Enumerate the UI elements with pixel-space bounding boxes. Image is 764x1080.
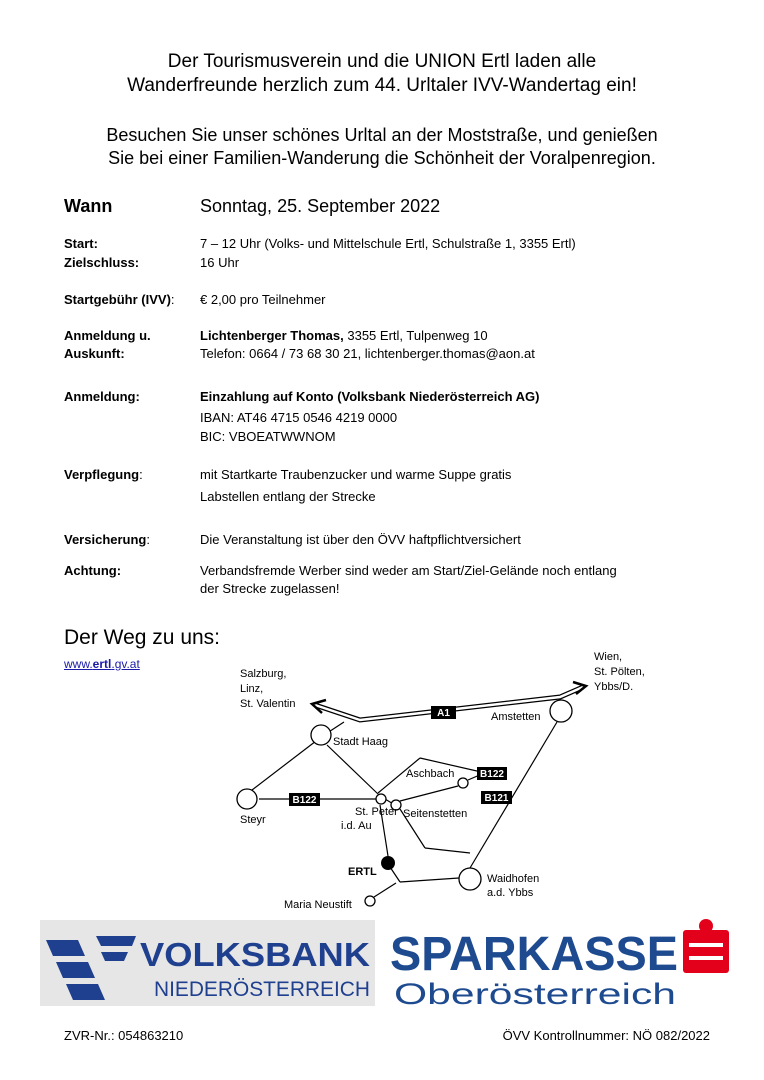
label-aschbach: Aschbach xyxy=(406,768,455,780)
label-st-peter-2: i.d. Au xyxy=(341,820,372,832)
startgebuehr-label-text: Startgebühr (IVV) xyxy=(64,292,171,307)
label-wien-1: Wien, xyxy=(594,651,623,663)
town-amstetten-icon xyxy=(550,700,572,722)
bic-line: BIC: VBOEATWWNOM xyxy=(200,429,336,444)
start-value: 7 – 12 Uhr (Volks- und Mittelschule Ertl, Schulstraße 1, 3355 Ertl) xyxy=(200,236,576,251)
intro-line-4: Sie bei einer Familien-Wanderung die Schönheit der Voralpenregion. xyxy=(108,148,656,168)
route-heading: Der Weg zu uns: xyxy=(64,626,221,649)
road-shields xyxy=(289,706,512,806)
wann-label: Wann xyxy=(64,196,113,216)
shield-b122-west-label: B122 xyxy=(292,795,317,806)
iban-line: IBAN: AT46 4715 0546 4219 0000 xyxy=(200,410,398,425)
oevv-control-number: ÖVV Kontrollnummer: NÖ 082/2022 xyxy=(502,1028,710,1043)
start-label: Start: xyxy=(64,236,98,251)
label-salzburg-3: St. Valentin xyxy=(240,698,296,710)
verpflegung-colon: : xyxy=(139,467,143,482)
label-salzburg-1: Salzburg, xyxy=(240,668,287,680)
intro-line-2: Wanderfreunde herzlich zum 44. Urltaler IVV-Wandertag ein! xyxy=(127,75,637,96)
wann-value: Sonntag, 25. September 2022 xyxy=(200,196,441,216)
website-link-bold: ertl xyxy=(92,657,112,671)
versicherung-value: Die Veranstaltung ist über den ÖVV haftpflichtversichert xyxy=(200,532,521,547)
label-amstetten: Amstetten xyxy=(491,711,541,723)
volksbank-text: VOLKSBANK xyxy=(140,936,371,973)
town-waidhofen-icon xyxy=(459,868,481,890)
konto-line: Einzahlung auf Konto (Volksbank Niederösterreich AG) xyxy=(200,389,540,404)
volksbank-region-text: NIEDERÖSTERREICH xyxy=(154,978,370,1001)
label-steyr: Steyr xyxy=(240,814,266,826)
kontakt-address: 3355 Ertl, Tulpenweg 10 xyxy=(343,328,488,343)
road-seitenstetten-aschbach xyxy=(400,786,458,801)
startgebuehr-colon: : xyxy=(170,292,175,307)
shield-b121-label: B121 xyxy=(484,793,509,804)
label-maria-neustift: Maria Neustift xyxy=(284,899,352,911)
town-stadt-haag-icon xyxy=(311,725,331,745)
label-ertl: ERTL xyxy=(348,866,377,878)
map-labels xyxy=(240,651,645,911)
town-maria-neustift-icon xyxy=(365,896,375,906)
achtung-line-1: Verbandsfremde Werber sind weder am Start/Ziel-Gelände noch entlang xyxy=(200,563,617,578)
sparkasse-logo xyxy=(390,919,729,1011)
shield-b122-east-label: B122 xyxy=(480,769,504,780)
label-st-peter-1: St. Peter xyxy=(355,806,398,818)
town-st-peter-icon xyxy=(376,794,386,804)
road-to-waidhofen-north xyxy=(425,848,470,853)
verpflegung-line-1: mit Startkarte Traubenzucker und warme Suppe gratis xyxy=(200,467,512,482)
road-maria-neustift xyxy=(374,883,396,897)
sparkasse-region-text: Oberösterreich xyxy=(394,978,676,1011)
label-waidhofen-2: a.d. Ybbs xyxy=(487,887,534,899)
website-link-prefix: www. xyxy=(64,657,93,671)
versicherung-label-text: Versicherung xyxy=(64,532,147,547)
zvr-number: ZVR-Nr.: 054863210 xyxy=(64,1028,184,1043)
label-stadt-haag: Stadt Haag xyxy=(333,736,389,748)
anmeldung-u-label: Anmeldung u. xyxy=(64,328,151,343)
shield-a1-label: A1 xyxy=(437,708,450,719)
label-seitenstetten: Seitenstetten xyxy=(403,808,468,820)
anmeldung-label: Anmeldung: xyxy=(64,389,140,404)
sparkasse-s-icon xyxy=(683,919,729,973)
road-ertl-south xyxy=(390,867,400,882)
verpflegung-label-text: Verpflegung xyxy=(64,467,140,482)
kontakt-phone: Telefon: 0664 / 73 68 30 21, lichtenberger.thomas@aon.at xyxy=(200,346,535,361)
label-wien-2: St. Pölten, xyxy=(594,666,645,678)
website-link-suffix: .gv.at xyxy=(111,657,140,671)
intro-line-1: Der Tourismusverein und die UNION Ertl laden alle xyxy=(167,51,597,72)
intro-line-3: Besuchen Sie unser schönes Urltal an der Moststraße, und genießen xyxy=(106,125,658,145)
kontakt-name: Lichtenberger Thomas, xyxy=(200,328,344,343)
volksbank-logo xyxy=(40,920,375,1006)
auskunft-label: Auskunft: xyxy=(64,346,125,361)
zielschluss-value: 16 Uhr xyxy=(200,255,240,270)
versicherung-colon: : xyxy=(146,532,150,547)
label-salzburg-2: Linz, xyxy=(240,683,264,695)
sparkasse-text: SPARKASSE xyxy=(390,928,678,981)
achtung-line-2: der Strecke zugelassen! xyxy=(200,581,340,596)
verpflegung-line-2: Labstellen entlang der Strecke xyxy=(200,489,376,504)
town-aschbach-icon xyxy=(458,778,468,788)
road-haag-stpeter xyxy=(327,745,378,794)
label-waidhofen-1: Waidhofen xyxy=(487,873,540,885)
achtung-label: Achtung: xyxy=(64,563,122,578)
startgebuehr-value: € 2,00 pro Teilnehmer xyxy=(200,292,326,307)
town-steyr-icon xyxy=(237,789,257,809)
label-wien-3: Ybbs/D. xyxy=(594,681,634,693)
road-haag-steyr xyxy=(252,741,316,790)
road-ertl-waidhofen xyxy=(400,878,459,882)
zielschluss-label: Zielschluss: xyxy=(64,255,140,270)
town-ertl-icon xyxy=(381,856,395,870)
